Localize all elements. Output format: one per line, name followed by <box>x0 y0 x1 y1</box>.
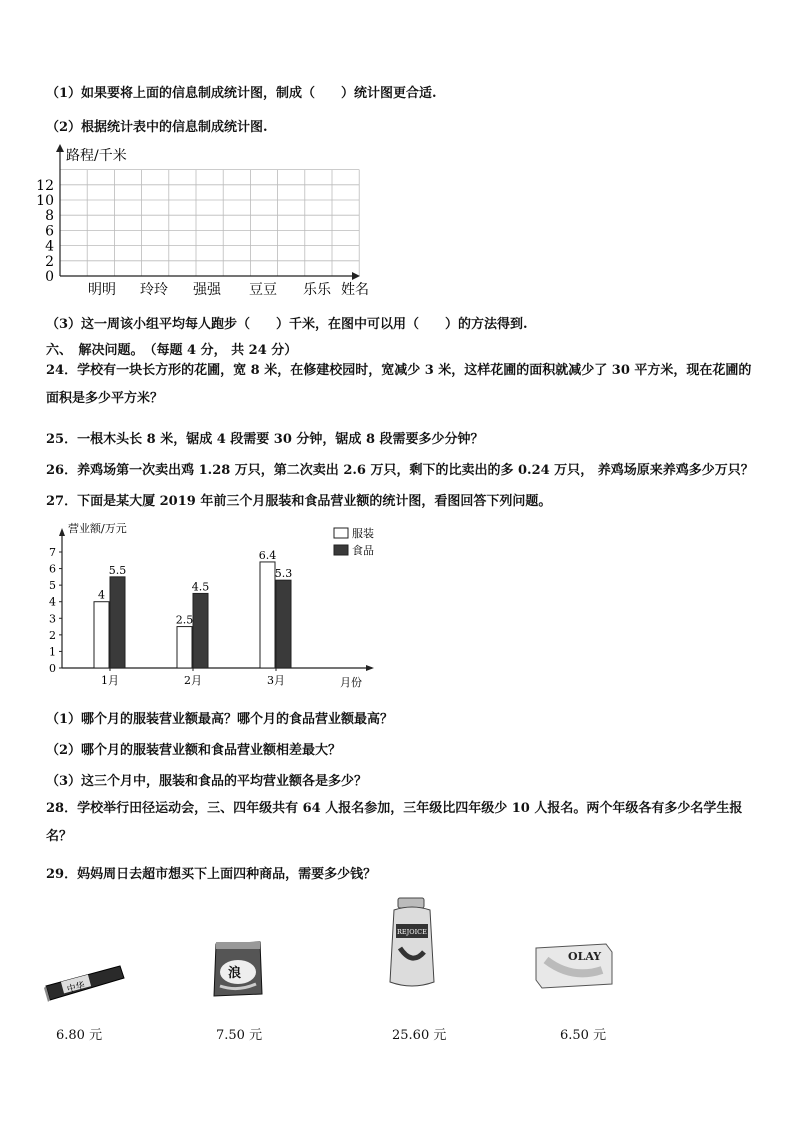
bar-clothing-1 <box>94 602 109 668</box>
soap-image <box>532 940 616 992</box>
bar-value-label: 2.5 <box>175 613 194 627</box>
grid-ytick-label: 8 <box>45 208 54 225</box>
detergent-logo: 浪 <box>228 966 242 981</box>
bar-ytick-label: 2 <box>49 628 56 642</box>
legend-swatch-food <box>334 545 348 555</box>
grid-chart-xlabel: 姓名 <box>341 282 369 298</box>
legend-label-clothing: 服装 <box>352 527 374 540</box>
problem-27-3: （3）这三个月中，服装和食品的平均营业额各是多少？ <box>46 774 368 789</box>
bar-ytick-label: 6 <box>49 562 56 576</box>
bar-ytick-label: 1 <box>49 645 56 659</box>
problem-27-1: （1）哪个月的服装营业额最高？哪个月的食品营业额最高？ <box>46 712 394 727</box>
grid-category-label: 明明 <box>88 282 116 298</box>
bar-chart-ylabel: 营业额/万元 <box>68 522 127 535</box>
price-shampoo: 25.60 元 <box>392 1028 447 1043</box>
grid-category-label: 豆豆 <box>249 282 277 298</box>
bar-value-label: 4.5 <box>191 580 210 594</box>
problem-27: 27．下面是某大厦 2019 年前三个月服装和食品营业额的统计图，看图回答下列问题。 <box>46 494 552 509</box>
legend-swatch-clothing <box>334 528 348 538</box>
problem-26: 26．养鸡场第一次卖出鸡 1.28 万只，第二次卖出 2.6 万只，剩下的比卖出的多 0.24 万只， 养鸡场原来养鸡多少万只？ <box>46 463 754 478</box>
bar-ytick-label: 3 <box>49 612 56 626</box>
bar-food-3 <box>276 580 291 668</box>
price-toothpaste: 6.80 元 <box>56 1028 103 1043</box>
problem-27-2: （2）哪个月的服装营业额和食品营业额相差最大？ <box>46 743 342 758</box>
bar-ytick-label: 0 <box>49 662 56 675</box>
problem-25: 25．一根木头长 8 米，锯成 4 段需要 30 分钟，锯成 8 段需要多少分钟？ <box>46 432 484 447</box>
question-3: （3）这一周该小组平均每人跑步（ ）千米，在图中可以用（ ）的方法得到. <box>46 317 528 332</box>
revenue-bar-chart <box>32 518 392 694</box>
toothpaste-image <box>44 960 126 1008</box>
shampoo-logo: REJOICE <box>397 928 427 936</box>
bar-category-label: 2月 <box>184 674 202 687</box>
shampoo-image <box>384 896 440 992</box>
grid-ytick-label: 6 <box>45 223 54 240</box>
bar-clothing-2 <box>177 627 192 668</box>
bar-value-label: 5.3 <box>274 567 293 581</box>
soap-logo: OLAY <box>568 950 602 963</box>
grid-chart-ylabel: 路程/千米 <box>66 148 127 164</box>
problem-28: 28．学校举行田径运动会，三、四年级共有 64 人报名参加，三年级比四年级少 10 人报名。两个年级各有多少名学生报名？ <box>46 801 743 844</box>
grid-category-label: 玲玲 <box>140 282 168 298</box>
bar-clothing-3 <box>260 562 275 668</box>
grid-ytick-label: 0 <box>45 269 54 285</box>
grid-ytick-label: 12 <box>36 177 54 194</box>
grid-ytick-label: 2 <box>45 253 54 270</box>
question-1: （1）如果要将上面的信息制成统计图，制成（ ）统计图更合适. <box>46 86 437 101</box>
grid-ytick-label: 4 <box>45 238 54 255</box>
bar-value-label: 4 <box>98 588 105 602</box>
bar-category-label: 1月 <box>101 674 119 687</box>
grid-category-label: 乐乐 <box>303 282 331 298</box>
toothpaste-logo: 中华 <box>66 980 87 996</box>
grid-ytick-label: 10 <box>36 193 54 209</box>
bar-ytick-label: 5 <box>49 579 56 593</box>
legend-label-food: 食品 <box>352 544 374 557</box>
bar-ytick-label: 7 <box>49 546 56 559</box>
question-2: （2）根据统计表中的信息制成统计图. <box>46 120 268 135</box>
problem-24: 24．学校有一块长方形的花圃，宽 8 米，在修建校园时，宽减少 3 米，这样花圃的面积就减少了 30 平方米，现在花圃的面积是多少平方米？ <box>46 363 752 406</box>
bar-food-1 <box>110 577 125 668</box>
bar-value-label: 5.5 <box>108 563 127 577</box>
price-detergent: 7.50 元 <box>216 1028 263 1043</box>
grid-category-label: 强强 <box>193 282 221 298</box>
problem-29: 29．妈妈周日去超市想买下上面四种商品，需要多少钱？ <box>46 867 377 882</box>
blank-grid-chart <box>30 140 390 302</box>
section-heading: 六、 解决问题。 （每题 4 分， 共 24 分） <box>46 343 298 358</box>
bar-chart-legend <box>334 526 374 557</box>
bar-ytick-label: 4 <box>49 595 56 609</box>
bar-value-label: 6.4 <box>258 548 277 562</box>
bar-food-2 <box>193 593 208 668</box>
detergent-image <box>210 938 266 1000</box>
price-soap: 6.50 元 <box>560 1028 607 1043</box>
bar-category-label: 3月 <box>267 674 285 687</box>
bar-chart-xlabel: 月份 <box>340 676 362 689</box>
